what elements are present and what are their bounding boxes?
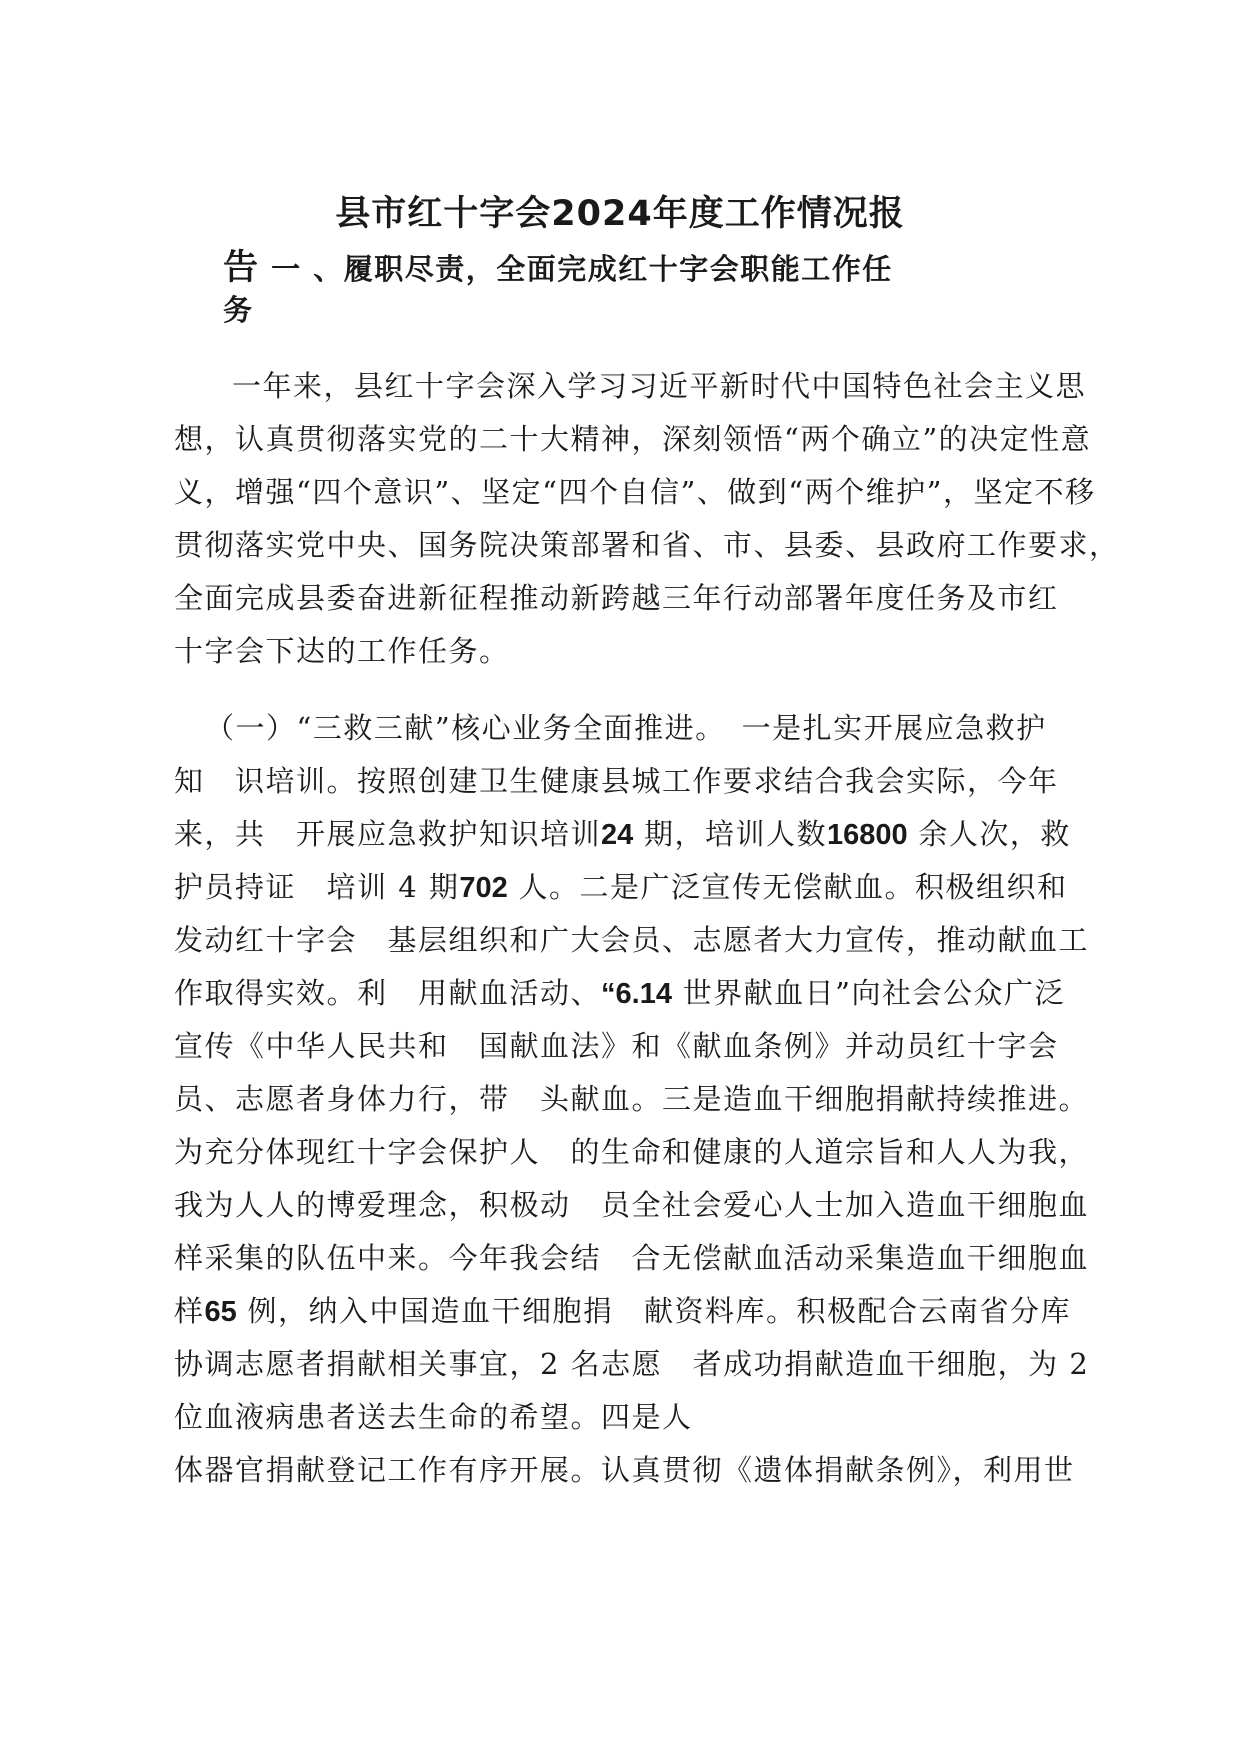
- intro-line: 一年来，县红十字会深入学习习近平新时代中国特色社会主义思: [232, 369, 1087, 403]
- heading-line: [223, 250, 893, 287]
- body-line: 样采集的队伍中来。今年我会结 合无偿献血活动采集造血干细胞血: [174, 1241, 1090, 1275]
- intro-line: 义，增强“四个意识”、坚定“四个自信”、做到“两个维护”，坚定不移: [174, 475, 1096, 509]
- blood-day-date: “6.14: [601, 978, 672, 1010]
- body-line: 来，共 开展应急救护知识培训24 期，培训人数16800 余人次，救: [174, 817, 1071, 851]
- section-heading: 一 、履职尽责，全面完成红十字会职能工作任: [271, 252, 893, 286]
- intro-line: 十字会下达的工作任务。: [174, 634, 510, 668]
- intro-line: 想，认真贯彻落实党的二十大精神，深刻领悟“两个确立”的决定性意: [174, 422, 1092, 456]
- body-line: 协调志愿者捐献相关事宜，2 名志愿 者成功捐献造血干细胞，为 2: [174, 1347, 1090, 1381]
- body-line: 宣传《中华人民共和 国献血法》和《献血条例》并动员红十字会: [174, 1029, 1059, 1063]
- body-line: 位血液病患者送去生命的希望。四是人: [174, 1400, 693, 1434]
- title-continuation: 告: [223, 248, 260, 288]
- certified-count: 702: [459, 872, 508, 904]
- trained-people-count: 16800: [827, 819, 908, 851]
- section-heading-end: 务: [223, 293, 254, 327]
- body-line: 作取得实效。利 用献血活动、“6.14 世界献血日”向社会公众广泛: [174, 976, 1066, 1010]
- body-line: （一）“三救三献”核心业务全面推进。 一是扎实开展应急救护: [205, 711, 1047, 745]
- body-line: 护员持证 培训 4 期702 人。二是广泛宣传无偿献血。积极组织和: [174, 870, 1068, 904]
- document-title: 县市红十字会2024年度工作情况报: [335, 194, 905, 234]
- training-periods-count: 24: [601, 819, 634, 851]
- body-line: 员、志愿者身体力行，带 头献血。三是造血干细胞捐献持续推进。: [174, 1082, 1090, 1116]
- intro-line: 贯彻落实党中央、国务院决策部署和省、市、县委、县政府工作要求，: [174, 528, 1120, 562]
- body-line: 发动红十字会 基层组织和广大会员、志愿者大力宣传，推动献血工: [174, 923, 1090, 957]
- stem-cell-sample-count: 65: [204, 1296, 237, 1328]
- intro-line: 全面完成县委奋进新征程推动新跨越三年行动部署年度任务及市红: [174, 581, 1059, 615]
- body-line: 体器官捐献登记工作有序开展。认真贯彻《遗体捐献条例》，利用世: [174, 1453, 1075, 1487]
- body-line: 样65 例，纳入中国造血干细胞捐 献资料库。积极配合云南省分库: [174, 1294, 1072, 1328]
- body-line: 为充分体现红十字会保护人 的生命和健康的人道宗旨和人人为我，: [174, 1135, 1090, 1169]
- body-line: 知 识培训。按照创建卫生健康县城工作要求结合我会实际，今年: [174, 764, 1059, 798]
- body-line: 我为人人的博爱理念，积极动 员全社会爱心人士加入造血干细胞血: [174, 1188, 1090, 1222]
